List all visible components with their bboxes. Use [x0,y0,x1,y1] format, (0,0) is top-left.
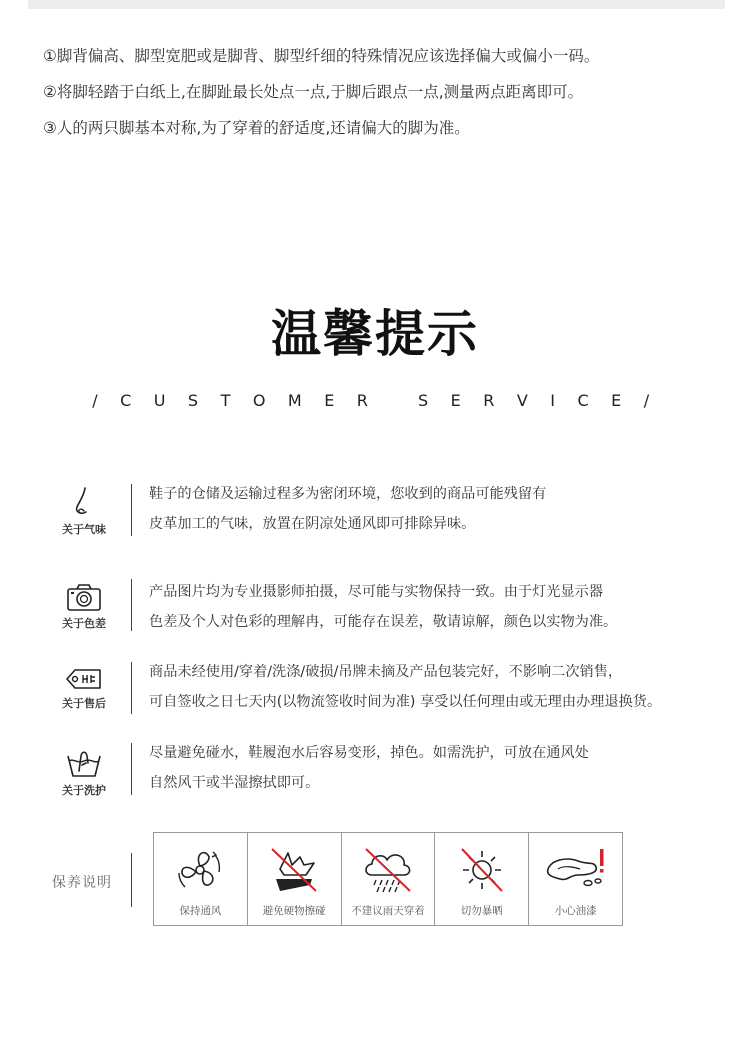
care-item-no-hard [248,833,342,925]
tip-text [149,577,617,637]
care-item-text: 避免硬物擦碰 [262,905,326,917]
size-note-2: ②将脚轻踏于白纸上,在脚趾最长处点一点,于脚后跟点一点,测量两点距离即可。 [43,83,584,101]
paint-warning-icon [544,845,608,895]
tip-line: 鞋子的仓储及运输过程多为密闭环境，您收到的商品可能残留有 [149,486,547,502]
tip-icon-block [55,747,113,798]
wash-basin-icon [65,747,103,779]
price-tag-icon [65,666,103,692]
size-note-3: ③人的两只脚基本对称,为了穿着的舒适度,还请偏大的脚为准。 [43,119,470,137]
no-hard-objects-icon [266,845,322,895]
tip-label: 关于售后 [62,697,106,710]
tip-line: 皮革加工的气味，放置在阴凉处通风即可排除异味。 [149,516,476,532]
tip-line: 可自签收之日七天内(以物流签收时间为准) 享受以任何理由或无理由办理退换货。 [149,694,662,710]
tip-label: 关于色差 [62,617,106,630]
tip-line: 色差及个人对色彩的理解冉，可能存在误差，敬请谅解，颜色以实物为准。 [149,614,618,630]
tip-text [149,479,546,539]
care-divider [131,853,132,907]
care-item-text: 小心油漆 [554,905,597,917]
care-item-paint [529,833,622,925]
tip-divider [131,662,132,714]
tip-divider [131,743,132,795]
tip-divider [131,579,132,631]
tip-text [149,738,589,798]
tip-line: 尽量避免碰水，鞋履泡水后容易变形，掉色。如需洗护，可放在通风处 [149,745,589,761]
care-item-text: 不建议雨天穿着 [351,905,425,917]
top-divider-bar [28,0,725,9]
fan-icon [175,845,225,895]
tip-line: 商品未经使用/穿着/洗涤/破损/吊牌未摘及产品包装完好，不影响二次销售， [149,664,623,680]
camera-icon [66,582,102,612]
tip-label: 关于洗护 [62,784,106,797]
tip-icon-block [55,486,113,537]
nose-icon [69,486,99,518]
no-sun-icon [456,845,508,895]
size-notes [43,38,733,146]
tip-line: 产品图片均为专业摄影师拍摄，尽可能与实物保持一致。由于灯光显示器 [149,584,604,600]
care-item-text: 保持通风 [179,905,222,917]
size-note-1: ①脚背偏高、脚型宽肥或是脚背、脚型纤细的特殊情况应该选择偏大或偏小一码。 [43,47,600,65]
care-item-no-rain [342,833,436,925]
tip-divider [131,484,132,536]
tip-icon-block [55,582,113,631]
care-item-text: 切勿暴晒 [460,905,503,917]
tip-label: 关于气味 [62,523,106,536]
care-section-label: 保养说明 [52,875,112,891]
care-icons-box [153,832,623,926]
tip-line: 自然风干或半湿擦拭即可。 [149,775,320,791]
tip-icon-block [55,666,113,711]
care-item-no-sun [435,833,529,925]
no-rain-icon [360,845,416,895]
section-subtitle: / C U S T O M E R S E R V I C E / [92,391,658,410]
care-item-ventilate [154,833,248,925]
tip-text [149,657,661,717]
section-title: 温馨提示 [271,305,479,363]
